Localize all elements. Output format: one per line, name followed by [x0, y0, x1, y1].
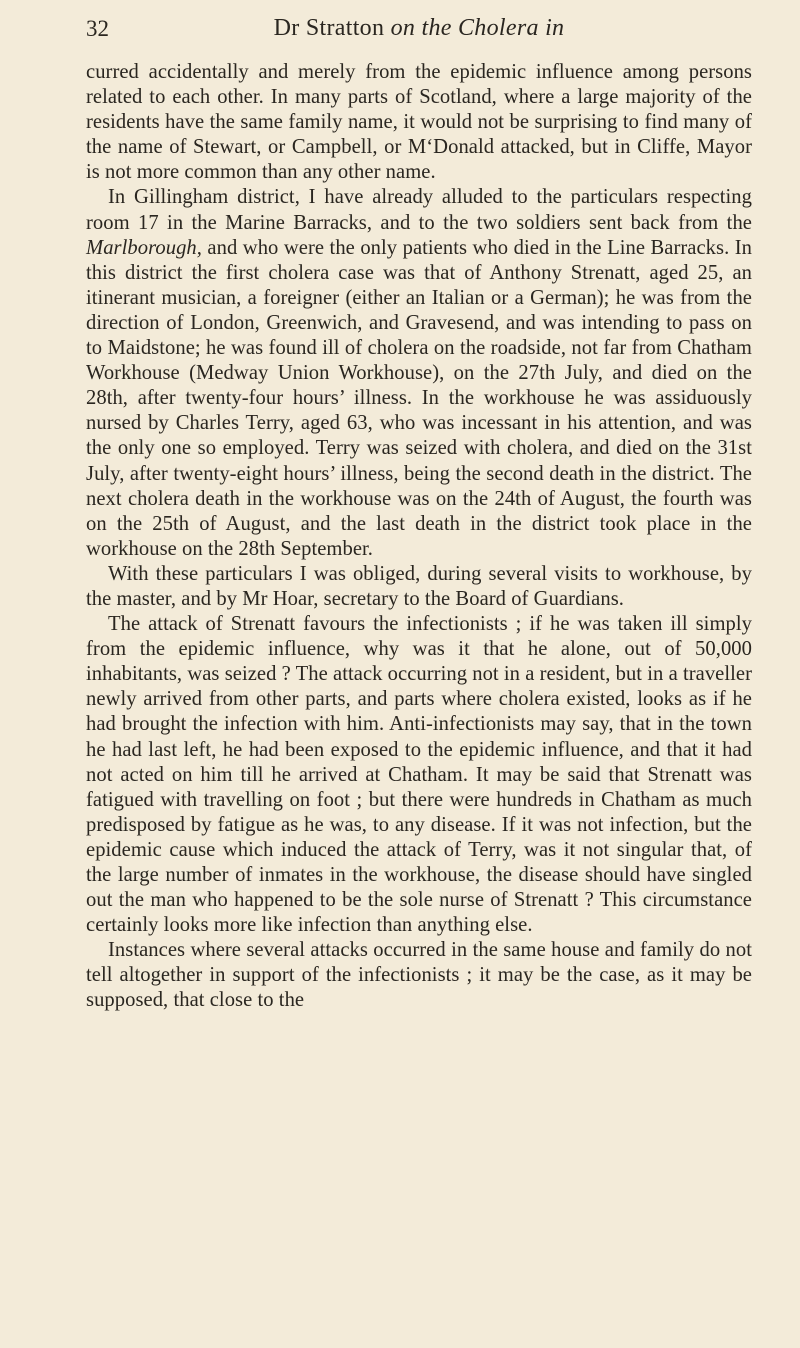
page-header — [86, 0, 752, 58]
running-title-author: Dr Stratton — [273, 15, 385, 41]
paragraph — [86, 185, 752, 561]
ship-name-italic: Marlborough, — [86, 236, 202, 259]
paragraph-text: and who were the only patients who died in the Line Barracks. In this district the first cholera case was that of Anthony Strenatt, aged 25, an itinerant musician, a foreigner (either an Italian or a German); he was from the direction of London, Greenwich, and Gravesend, and was intending to pass on to Maidstone; he was found ill of cholera on the roadside, not far from Chatham Workhouse (Medway Union Workhouse), on the 27th July, and died on the 28th, after twenty-four hours’ illness. In the workhouse he was assiduously nursed by Charles Terry, aged 63, who was incessant in his attention, and was the only one so employed. Terry was seized with cholera, and died on the 31st July, after twenty-eight hours’ illness, being the second death in the district. The next cholera death in the workhouse was on the 24th of August, the fourth was on the 25th of August, and the last death in the district took place in the workhouse on the 28th September. — [86, 236, 752, 560]
page-number: 32 — [86, 16, 109, 41]
paragraph — [86, 562, 752, 612]
paragraph-text: With these particulars I was obliged, during several visits to workhouse, by the master, and by Mr Hoar, secretary to the Board of Guardians. — [86, 562, 752, 610]
paragraph-text: curred accidentally and merely from the epidemic influence among persons related to each other. In many parts of Scotland, where a large majority of the residents have the same family name, it would not be surprising to find many of the name of Stewart, or Campbell, or M‘Donald attacked, but in Cliffe, Mayor is not more common than any other name. — [86, 61, 752, 184]
paragraph — [86, 60, 752, 185]
paragraph — [86, 938, 752, 1013]
paragraph-text: The attack of Strenatt favours the infectionists ; if he was taken ill simply from the epidemic influence, why was it that he alone, out of 50,000 inhabitants, was seized ? The attack occurring not in a resident, but in a traveller newly arrived from other parts, and parts where cholera existed, looks as if he had brought the infection with him. Anti-infectionists may say, that in the town he had last left, he had been exposed to the epidemic influence, and that it had not acted on him till he arrived at Chatham. It may be said that Strenatt was fatigued with travelling on foot ; but there were hundreds in Chatham as much predisposed by fatigue as he was, to any disease. If it was not infection, but the epidemic cause which induced the attack of Terry, was it not singular that, of the large number of inmates in the workhouse, the disease should have singled out the man who happened to be the sole nurse of Strenatt ? This circumstance certainly looks more like infection than anything else. — [86, 613, 753, 937]
paragraph-text: Instances where several attacks occurred in the same house and family do not tell altogether in support of the infectionists ; it may be the case, as it may be supposed, that close to the — [86, 939, 752, 1012]
paragraph-text: In Gillingham district, I have already alluded to the particulars respecting room 17 in the Marine Barracks, and to the two soldiers sent back from the — [86, 186, 752, 234]
paragraph — [86, 612, 752, 938]
running-title — [86, 15, 752, 42]
body-text — [86, 60, 752, 1014]
running-title-subject: on the Cholera in — [390, 15, 565, 41]
